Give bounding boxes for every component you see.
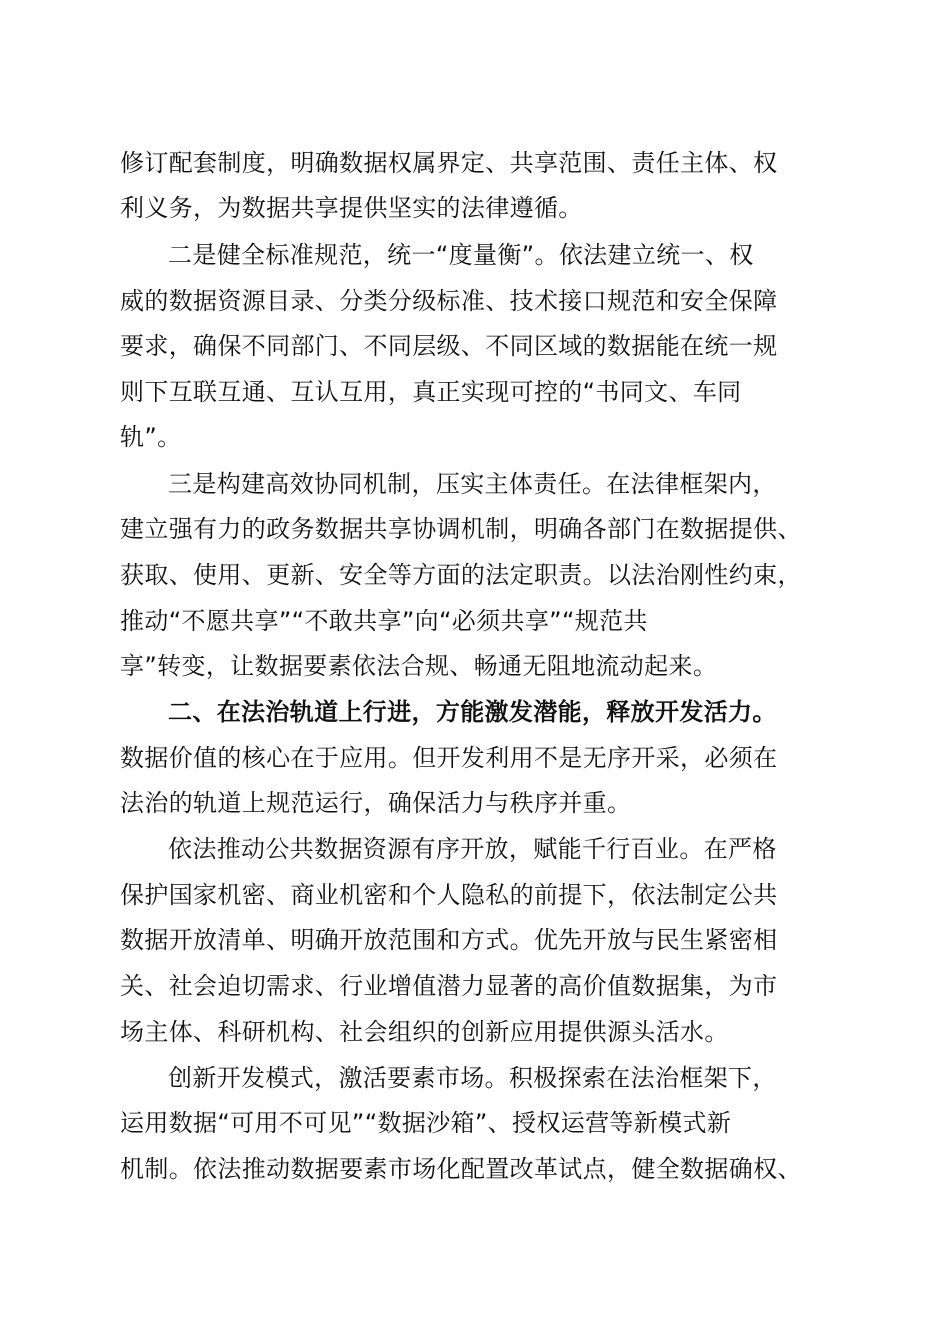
text-line: 创新开发模式，激活要素市场。积极探索在法治框架下， bbox=[168, 1064, 777, 1092]
text-line: 享”转变，让数据要素依法合规、畅通无阻地流动起来。 bbox=[120, 652, 718, 680]
text-line: 威的数据资源目录、分类分级标准、技术接口规范和安全保障 bbox=[120, 287, 778, 315]
text-line: 要求，确保不同部门、不同层级、不同区域的数据能在统一规 bbox=[120, 332, 778, 360]
text-line: 推动“不愿共享”“不敢共享”向“必须共享”“规范共 bbox=[120, 607, 648, 635]
text-line: 保护国家机密、商业机密和个人隐私的前提下，依法制定公共 bbox=[120, 881, 778, 909]
text-line: 数据价值的核心在于应用。但开发利用不是无序开采，必须在 bbox=[120, 744, 778, 772]
text-line: 利义务，为数据共享提供坚实的法律遵循。 bbox=[120, 194, 583, 222]
section-heading: 三是构建高效协同机制，压实主体责任。在法律框架内， bbox=[168, 470, 777, 498]
text-line: 数据开放清单、明确开放范围和方式。优先开放与民生紧密相 bbox=[120, 926, 778, 954]
chapter-heading: 二、在法治轨道上行进，方能激发潜能，释放开发活力。 bbox=[168, 698, 777, 726]
text-line: 机制。依法推动数据要素市场化配置改革试点，健全数据确权、 bbox=[120, 1155, 802, 1183]
text-line: 获取、使用、更新、安全等方面的法定职责。以法治刚性约束， bbox=[120, 561, 802, 589]
text-line: 关、社会迫切需求、行业增值潜力显著的高价值数据集，为市 bbox=[120, 972, 778, 1000]
text-line: 场主体、科研机构、社会组织的创新应用提供源头活水。 bbox=[120, 1018, 729, 1046]
text-line: 修订配套制度，明确数据权属界定、共享范围、责任主体、权 bbox=[120, 149, 778, 177]
text-line: 则下互联互通、互认互用，真正实现可控的“书同文、车同 bbox=[120, 378, 742, 406]
text-line: 建立强有力的政务数据共享协调机制，明确各部门在数据提供、 bbox=[120, 515, 802, 543]
section-heading: 二是健全标准规范，统一“度量衡”。依法建立统一、权 bbox=[168, 241, 754, 269]
text-line: 法治的轨道上规范运行，确保活力与秩序并重。 bbox=[120, 789, 632, 817]
text-line: 依法推动公共数据资源有序开放，赋能千行百业。在严格 bbox=[168, 835, 777, 863]
text-line: 运用数据“可用不可见”“数据沙箱”、授权运营等新模式新 bbox=[120, 1109, 732, 1137]
text-line: 轨”。 bbox=[120, 423, 182, 451]
